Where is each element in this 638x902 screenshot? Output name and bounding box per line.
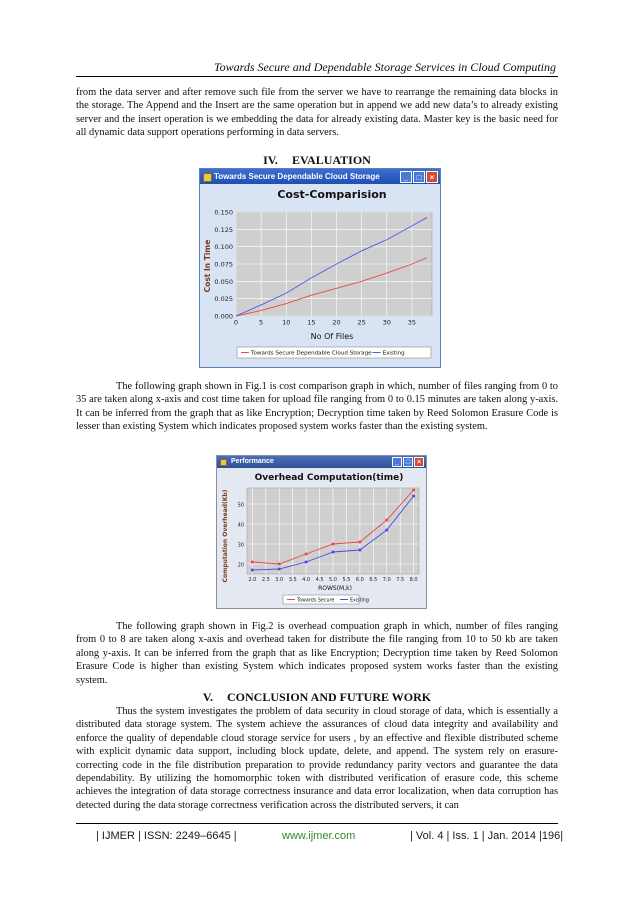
data-point xyxy=(412,489,415,492)
figure2-window-title: Performance xyxy=(231,458,274,465)
close-icon[interactable]: × xyxy=(426,171,438,183)
x-tick-label: 7.5 xyxy=(396,577,405,583)
figure1-title-bar[interactable] xyxy=(200,169,440,184)
data-point xyxy=(385,529,388,532)
y-tick-label: 0.125 xyxy=(214,225,233,234)
legend-entry: Existing xyxy=(349,598,369,604)
chart-legend xyxy=(283,595,369,604)
legend-entry: Towards Secure Dependable Cloud Storage xyxy=(251,350,372,357)
legend-entry: Towards Secure xyxy=(297,598,335,604)
data-point xyxy=(278,568,281,571)
x-tick-label: 20 xyxy=(332,318,341,327)
x-tick-label: 2.0 xyxy=(248,577,257,583)
x-tick-label: 5.5 xyxy=(342,577,351,583)
plot-area xyxy=(214,209,432,327)
x-tick-label: 6.0 xyxy=(355,577,364,583)
figure2-chart xyxy=(217,468,426,608)
footer-url[interactable]: www.ijmer.com xyxy=(282,830,356,842)
legend-entry: Existing xyxy=(382,350,405,357)
x-tick-label: 4.0 xyxy=(302,577,311,583)
section-title: EVALUATION xyxy=(291,153,371,167)
chart-title: Overhead Computation(time) xyxy=(254,473,404,483)
x-tick-label: 8.0 xyxy=(409,577,418,583)
plot-area xyxy=(238,488,419,583)
paragraph-conclusion: Thus the system investigates the problem of data security in cloud storage of data, which is essentially a distributed data storage system. The system achieve the assurances of cloud data integrity and availability and enforce the quality of dependable cloud storage service for users , by an effective and flexible distributed scheme with explicit dynamic data support, including block update, delete, and append. The system rely on erasure-correcting code in the file distribution preparation to provide redundancy parity vectors and guarantee the data dependability. By utilizing the homomorphic token with distributed verification of erasure code, this scheme achieves the integration of data storage correctness insurance and data error localization, when data corruption has detected during the data storage correctness verification across the distributed servers, it can xyxy=(76,706,558,811)
x-tick-label: 15 xyxy=(307,318,316,327)
data-point xyxy=(251,569,254,572)
data-point xyxy=(251,561,254,564)
window-controls xyxy=(399,170,438,183)
y-tick-label: 0.000 xyxy=(214,312,233,321)
data-point xyxy=(332,543,335,546)
section-number: V. xyxy=(202,690,213,704)
paragraph-fig1: The following graph shown in Fig.1 is cost comparison graph in which, number of files ranging from 0 to 35 are taken along x-axis and cost time taken for upload file ranging from 0 to 0.15 minutes are taken along y-axis. It can be inferred from the graph that as like Encryption; Decryption time taken by Reed Solomon Erasure Code is lesser than existing System which indicates proposed system works faster than the existing system. xyxy=(76,381,558,433)
y-axis-label: Computation Overhead(Kb) xyxy=(222,489,229,583)
data-point xyxy=(412,495,415,498)
figure1-chart xyxy=(200,184,440,367)
figure2-window xyxy=(216,455,427,609)
data-point xyxy=(305,561,308,564)
figure1-window xyxy=(199,168,441,368)
data-point xyxy=(385,519,388,522)
data-point xyxy=(305,553,308,556)
y-axis-label: Cost In Time xyxy=(203,239,212,293)
close-icon[interactable]: × xyxy=(414,457,424,467)
figure2-title-bar[interactable] xyxy=(217,456,426,468)
chart-title: Cost-Comparision xyxy=(277,188,387,201)
running-header: Towards Secure and Dependable Storage Services in Cloud Computing xyxy=(214,60,556,74)
y-tick-label: 0.075 xyxy=(214,260,233,269)
y-tick-label: 0.150 xyxy=(214,208,233,217)
maximize-icon[interactable]: □ xyxy=(403,457,413,467)
x-axis-label: No Of Files xyxy=(310,332,354,341)
data-point xyxy=(358,549,361,552)
x-tick-label: 4.5 xyxy=(315,577,324,583)
data-point xyxy=(278,563,281,566)
section-heading-evaluation xyxy=(76,153,558,168)
y-tick-label: 20 xyxy=(237,562,244,569)
x-tick-label: 25 xyxy=(357,318,366,327)
paragraph-intro: from the data server and after remove such file from the server we have to rearrange the remaining data blocks in the storage. The Append and the Insert are the same operation but in append we add new data’s to already existing server and the insert operation is we embedding the data for already existing data. Master key is the basic need for all dynamic data support operations performing in data servers. xyxy=(76,87,558,139)
footer-rule xyxy=(76,823,558,824)
section-heading-conclusion xyxy=(76,690,558,705)
java-app-icon xyxy=(220,459,227,466)
x-tick-label: 0 xyxy=(233,318,239,327)
footer-journal: | IJMER | ISSN: 2249–6645 | xyxy=(96,830,237,842)
paragraph-fig2: The following graph shown in Fig.2 is overhead compuation graph in which, number of files ranging from 0 to 8 are taken along x-axis and overhead taken for distribute the file ranging from 10 to 50 kb are taken along y-axis. It can be inferred from the graph that as like Encryption; Decryption time taken by Reed Solomon Erasure Code is higher than existing System which indicates proposed system works faster than the existing system. xyxy=(76,621,558,686)
x-tick-label: 30 xyxy=(382,318,391,327)
header-rule xyxy=(76,76,558,77)
figure1-window-title: Towards Secure Dependable Cloud Storage xyxy=(214,172,380,181)
x-tick-label: 35 xyxy=(407,318,417,327)
x-tick-label: 6.5 xyxy=(369,577,378,583)
x-tick-label: 3.5 xyxy=(288,577,297,583)
java-app-icon xyxy=(203,173,212,182)
footer-issue: | Vol. 4 | Iss. 1 | Jan. 2014 |196| xyxy=(410,830,564,842)
x-tick-label: 10 xyxy=(282,318,291,327)
y-tick-label: 0.100 xyxy=(214,243,233,252)
minimize-icon[interactable]: _ xyxy=(400,171,412,183)
x-axis-label: ROWS(M,k) xyxy=(318,585,352,592)
x-tick-label: 2.5 xyxy=(261,577,270,583)
y-tick-label: 0.050 xyxy=(214,277,233,286)
y-tick-label: 30 xyxy=(237,542,244,549)
data-point xyxy=(358,541,361,544)
x-tick-label: 3.0 xyxy=(275,577,284,583)
section-title: CONCLUSION AND FUTURE WORK xyxy=(226,690,432,704)
x-tick-label: 5 xyxy=(259,318,264,327)
x-tick-label: 5.0 xyxy=(329,577,337,583)
x-tick-label: 7.0 xyxy=(382,577,391,583)
data-point xyxy=(332,551,335,554)
y-tick-label: 0.025 xyxy=(214,295,233,304)
section-number: IV. xyxy=(263,153,278,167)
y-tick-label: 50 xyxy=(237,502,244,509)
y-tick-label: 40 xyxy=(237,522,244,529)
maximize-icon[interactable]: □ xyxy=(413,171,425,183)
chart-legend xyxy=(237,347,431,358)
minimize-icon[interactable]: _ xyxy=(392,457,402,467)
